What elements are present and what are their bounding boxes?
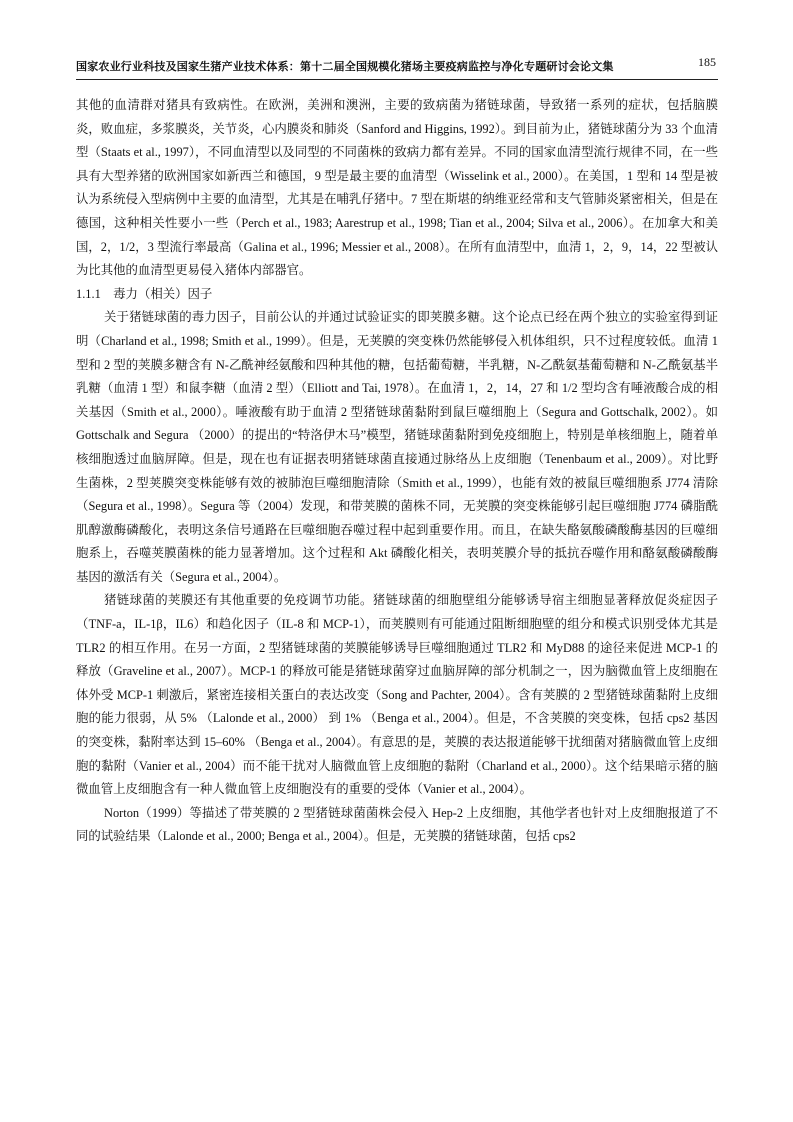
paragraph-1: 其他的血清群对猪具有致病性。在欧洲，美洲和澳洲，主要的致病菌为猪链球菌，导致猪一系列的症状，包括脑膜炎，败血症，多浆膜炎，关节炎，心内膜炎和肺炎（Sanford and Higgins, 1992）。到目前为止，猪链球菌分为 33 个血清型（Staats et al., 1997），不同血清型以及同型的不同菌株的致病力都有差异。不同的国家血清型流行规律不同，在一些具有大型养猪的欧洲国家如新西兰和德国，9 型是最主要的血清型（Wisselink et al., 2000）。在美国，1 型和 14 型是被认为系统侵入型病例中主要的血清型，尤其是在哺乳仔猪中。7 型在斯堪的纳维亚经常和支气管肺炎紧密相关，但是在德国，这种相关性要小一些（Perch et al., 1983; Aarestrup et al., 1998; Tian et al., 2004; Silva et al., 2006）。在加拿大和美国，2，1/2，3 型流行率最高（Galina et al., 1996; Messier et al., 2008）。在所有血清型中，血清 1，2，9，14，22 型被认为比其他的血清型更易侵入猪体内部器官。 <box>76 98 718 278</box>
paragraph-2: 关于猪链球菌的毒力因子，目前公认的并通过试验证实的即荚膜多糖。这个论点已经在两个独立的实验室得到证明（Charland et al., 1998; Smith et al., 1999）。但是，无荚膜的突变株仍然能够侵入机体组织，只不过程度较低。血清 1 型和 2 型的荚膜多糖含有 N-乙酰神经氨酸和四种其他的糖，包括葡萄糖，半乳糖，N-乙酰氨基葡萄糖和 N-乙酰氨基半乳糖（血清 1 型）和鼠李糖（血清 2 型）（Elliott and Tai, 1978）。在血清 1，2，14，27 和 1/2 型均含有唾液酸合成的相关基因（Smith et al., 2000）。唾液酸有助于血清 2 型猪链球菌黏附到鼠巨噬细胞上（Segura and Gottschalk, 2002）。如 Gottschalk and Segura （2000）的提出的“特洛伊木马”模型，猪链球菌黏附到免疫细胞上，特别是单核细胞上，随着单核细胞透过血脑屏障。但是，现在也有证据表明猪链球菌直接通过脉络丛上皮细胞（Tenenbaum et al., 2009）。对比野生菌株，2 型荚膜突变株能够有效的被肺泡巨噬细胞清除（Smith et al., 1999），也能有效的被鼠巨噬细胞系 J774 清除（Segura et al., 1998）。Segura 等（2004）发现，和带荚膜的菌株不同，无荚膜的突变株能够引起巨噬细胞 J774 磷脂酰肌醇激酶磷酸化，表明这条信号通路在巨噬细胞吞噬过程中起到重要作用。而且，在缺失酪氨酸磷酸酶基因的巨噬细胞系上，吞噬荚膜菌株的能力显著增加。这个过程和 Akt 磷酸化相关，表明荚膜介导的抵抗吞噬作用和酪氨酸磷酸酶基因的激活有关（Segura et al., 2004）。 <box>76 310 718 584</box>
paragraph-4: Norton（1999）等描述了带荚膜的 2 型猪链球菌菌株会侵入 Hep-2 上皮细胞，其他学者也针对上皮细胞报道了不同的试验结果（Lalonde et al., 2000; Benga et al., 2004）。但是，无荚膜的猪链球菌，包括 cps2 <box>76 805 718 844</box>
paragraph-3: 猪链球菌的荚膜还有其他重要的免疫调节功能。猪链球菌的细胞壁组分能够诱导宿主细胞显著释放促炎症因子（TNF-a，IL-1β，IL6）和趋化因子（IL-8 和 MCP-1），而荚膜则有可能通过阻断细胞壁的组分和模式识别受体尤其是 TLR2 的相互作用。在另一方面，2 型猪链球菌的荚膜能够诱导巨噬细胞通过 TLR2 和 MyD88 的途径来促进 MCP-1 的释放（Graveline et al., 2007）。MCP-1 的释放可能是猪链球菌穿过血脑屏障的部分机制之一，因为脑微血管上皮细胞在体外受 MCP-1 刺激后，紧密连接相关蛋白的表达改变（Song and Pachter, 2004）。含有荚膜的 2 型猪链球菌黏附上皮细胞的能力很弱，从 5% （Lalonde et al., 2000） 到 1% （Benga et al., 2004）。但是，不含荚膜的突变株，包括 cps2 基因的突变株，黏附率达到 15–60% （Benga et al., 2004）。有意思的是，荚膜的表达报道能够干扰细菌对猪脑微血管上皮细胞的黏附（Vanier et al., 2004）而不能干扰对人脑微血管上皮细胞的黏附（Charland et al., 2000）。这个结果暗示猪的脑微血管上皮细胞含有一种人微血管上皮细胞没有的重要的受体（Vanier et al., 2004）。 <box>76 593 718 797</box>
header-rule <box>76 79 718 80</box>
page-number: 185 <box>698 55 716 69</box>
running-title: 国家农业行业科技及国家生猪产业技术体系：第十二届全国规模化猪场主要疫病监控与净化专题研讨会论文集 <box>76 60 614 73</box>
body-text <box>76 94 718 849</box>
section-heading: 1.1.1 毒力（相关）因子 <box>76 286 213 301</box>
